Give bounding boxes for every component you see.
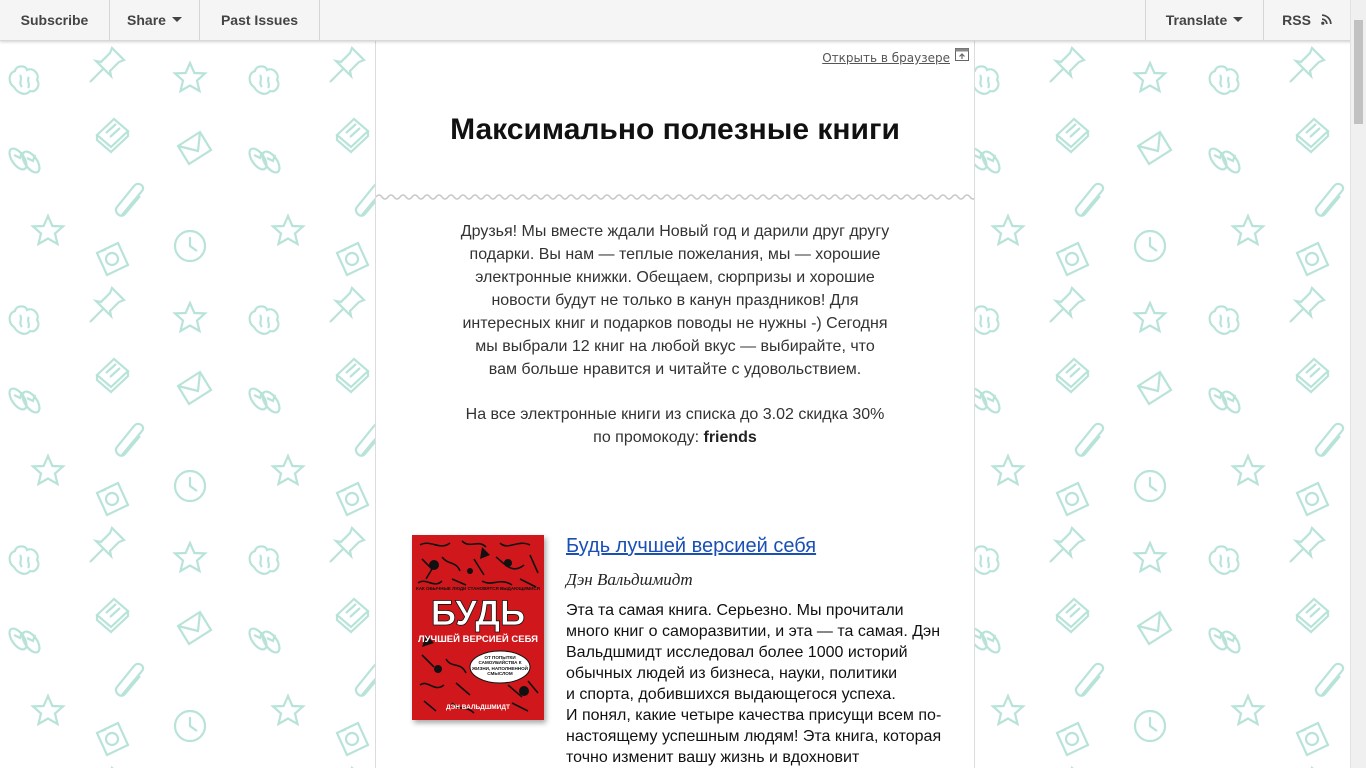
desc-line: точно изменит вашу жизнь и вдохновит <box>566 749 860 766</box>
subscribe-button[interactable] <box>0 0 110 40</box>
subscribe-label: Subscribe <box>20 12 89 28</box>
intro-line: мы выбрали 12 книг на любой вкус — выбирайте, что <box>475 338 875 355</box>
promo-line: На все электронные книги из списка до 3.02 скидка 30% <box>465 406 885 423</box>
desc-line: много книг о саморазвитии, и эта — та самая. Дэн <box>566 623 941 640</box>
intro-paragraph <box>444 220 906 381</box>
scrollbar-thumb[interactable] <box>1354 20 1363 124</box>
wavy-divider <box>376 191 974 203</box>
cover-subtitle: ЛУЧШЕЙ ВЕРСИЕЙ СЕБЯ <box>417 634 539 645</box>
open-in-browser-icon[interactable] <box>954 47 970 63</box>
cover-author: ДЭН ВАЛЬДШМИДТ <box>446 704 510 711</box>
translate-label: Translate <box>1165 12 1228 28</box>
rss-icon <box>1321 14 1332 25</box>
desc-line: и спорта, добившихся выдающегося успеха. <box>566 686 896 703</box>
chevron-down-icon <box>1233 17 1243 22</box>
cover-bubble-text: ОТ ПОПЫТКИ САМОУБИЙСТВА К ЖИЗНИ, НАПОЛНЕННОЙ СМЫСЛОМ <box>472 655 528 677</box>
intro-line: интересных книг и подарков поводы не нужны -) Сегодня <box>462 315 888 332</box>
book-cover-image[interactable] <box>412 535 544 720</box>
top-bar <box>0 0 1366 41</box>
page-title: Максимально полезные книги <box>450 113 900 146</box>
past-issues-button[interactable] <box>200 0 320 40</box>
intro-line: подарки. Вы нам — теплые пожелания, мы — хорошие <box>469 246 881 263</box>
book-title-link[interactable]: Будь лучшей версией себя <box>566 535 817 557</box>
intro-line: вам больше нравится и читайте с удовольствием. <box>488 361 862 378</box>
share-label: Share <box>127 12 166 28</box>
open-in-browser-link[interactable]: Открыть в браузере <box>822 51 950 65</box>
promo-prefix: по промокоду: <box>593 429 704 446</box>
page-scrollbar[interactable] <box>1350 0 1366 768</box>
desc-line: Вальдшмидт исследовал более 1000 историй <box>566 644 908 661</box>
intro-line: Друзья! Мы вместе ждали Новый год и дарили друг другу <box>460 223 890 240</box>
past-issues-label: Past Issues <box>220 12 299 28</box>
promo-text <box>444 403 906 449</box>
desc-line: обычных людей из бизнеса, науки, политики <box>566 665 898 682</box>
rss-button[interactable] <box>1263 0 1350 40</box>
book-description <box>566 600 956 768</box>
translate-button[interactable] <box>1145 0 1263 40</box>
promo-code: friends <box>703 429 757 446</box>
cover-top-text: КАК ОБЫЧНЫЕ ЛЮДИ СТАНОВЯТСЯ ВЫДАЮЩИМИСЯ <box>415 586 541 591</box>
desc-line: настоящему успешным людям! Эта книга, которая <box>566 728 942 745</box>
rss-label: RSS <box>1282 12 1311 28</box>
desc-line: И понял, какие четыре качества присущи всем по- <box>566 707 942 724</box>
cover-big-word: БУДЬ <box>430 594 526 633</box>
share-button[interactable] <box>110 0 200 40</box>
desc-line: Эта та самая книга. Серьезно. Мы прочитали <box>566 602 904 619</box>
book-author: Дэн Вальдшмидт <box>566 570 693 589</box>
intro-line: электронные книжки. Обещаем, сюрпризы и хорошие <box>475 269 875 286</box>
intro-line: новости будут не только в канун праздников! Для <box>491 292 859 309</box>
chevron-down-icon <box>172 17 182 22</box>
email-content <box>375 41 975 768</box>
